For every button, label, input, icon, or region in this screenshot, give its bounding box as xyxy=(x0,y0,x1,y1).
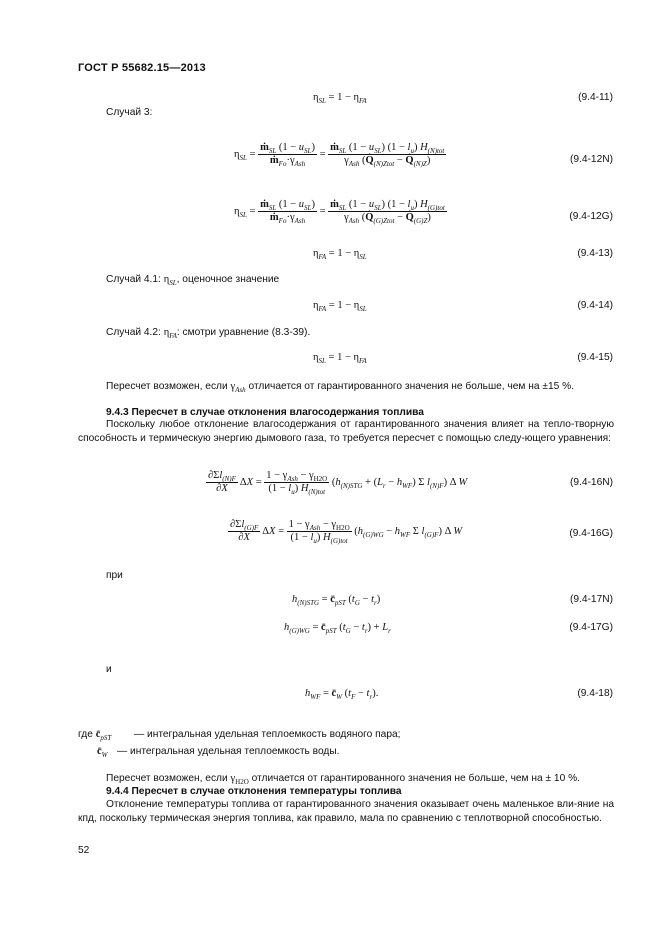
equation-9-4-12N: $\eta_{SL}$ = $\frac{ṁ_{SL} (1 - u_{SL})}{ṁ_{Fo}\cdot\gamma_{Ash}}$ = $\frac{ṁ_{SL} (1 - u_{SL}) (1 - l_u) H_{(N)tot}}{\gamma_{Ash} (Q̇_{(N)Ztot} - Q̇_{(N)Z})}$ xyxy=(234,142,445,169)
equation-number: (9.4-12G) xyxy=(569,211,613,222)
equation-9-4-14: $\eta_{FA} = 1 - \eta_{SL}$ xyxy=(313,300,367,314)
pri-label: при xyxy=(106,570,123,581)
i-label: и xyxy=(106,664,112,675)
case-4-1-note: , оценочное значение xyxy=(176,274,280,285)
case-4-1-label: Случай 4.1: xyxy=(106,274,161,285)
equation-9-4-17N: $h_{(N)STG}$ = $c̄_{pST}$ $(t_G - t_r)$ xyxy=(292,594,381,608)
section-9-4-4-paragraph: Отклонение температуры топлива от гарантированного значения оказывает очень маленькое вли-яние на кпд, поскольку термическая энергия топлива, как правило, мала по сравнению с теплотворной способностью. xyxy=(78,799,614,824)
equation-number: (9.4-17G) xyxy=(569,622,613,633)
recalc-condition-2: Пересчет возможен, если $\gamma_{H2O}$ отличается от гарантированного значения не больше, чем на ± 10 %. xyxy=(106,773,580,787)
equation-number: (9.4-15) xyxy=(577,352,613,363)
where-line-water-symbol: $c̄_W$ xyxy=(97,746,108,760)
recalc-condition-1: Пересчет возможен, если $\gamma_{Ash}$ отличается от гарантированного значения не больше, чем на ±15 %. xyxy=(106,381,575,395)
where-water-definition: — интегральная удельная теплоемкость воды. xyxy=(117,746,340,757)
equation-number: (9.4-13) xyxy=(577,248,613,259)
equation-number: (9.4-14) xyxy=(577,300,613,311)
equation-number: (9.4-16G) xyxy=(569,528,613,539)
section-9-4-4-heading: 9.4.4 Пересчет в случае отклонения температуры топлива xyxy=(106,786,402,797)
section-9-4-3-heading: 9.4.3 Пересчет в случае отклонения влагосодержания топлива xyxy=(106,407,424,418)
document-header: ГОСТ Р 55682.15—2013 xyxy=(78,62,206,74)
equation-number: (9.4-17N) xyxy=(569,594,613,605)
where-steam-definition: — интегральная удельная теплоемкость водяного пара; xyxy=(134,729,401,740)
equation-9-4-16N: $\frac{\partial\Sigma l_{(N)F}}{\partial X}$ ΔX = $\frac{1 - \gamma_{Ash} - \gamma_{H2O}}{(1 - l_u) H_{(N)tot}}$ ($h_{(N)STG} + (L_r - h_{WF})$ Σ $l_{(N)F}$) Δ W xyxy=(208,470,468,497)
equation-9-4-17G: $h_{(G)WG}$ = $c̄_{pST}$ $(t_G - t_r) + L_r$ xyxy=(284,622,391,636)
equation-9-4-16G: $\frac{\partial\Sigma l_{(G)F}}{\partial X}$ ΔX = $\frac{1 - \gamma_{Ash} - \gamma_{H2O}}{(1 - l_u) H_{(G)tot}}$ ($h_{(G)WG} - h_{WF}$ Σ $l_{(G)F}$) Δ W xyxy=(230,519,463,546)
section-9-4-3-paragraph: Поскольку любое отклонение влагосодержания от гарантированного значения влияет на тепло-творную способность и термическую энергию дымового газа, то требуется пересчет с помощью следу-ющего уравнения: xyxy=(78,419,614,444)
equation-9-4-15: $\eta_{SL} = 1 - \eta_{FA}$ xyxy=(313,352,367,366)
page-number: 52 xyxy=(78,845,90,856)
case-3-label: Случай 3: xyxy=(106,107,153,118)
equation-number: (9.4-16N) xyxy=(569,477,613,488)
equation-number: (9.4-11) xyxy=(578,92,613,103)
case-4-2-line: Случай 4.2: $\eta_{FA}$: смотри уравнение (8.3-39). xyxy=(106,327,311,341)
equation-9-4-18: $h_{WF}$ = $c̄_W$ $(t_F - t_r)$. xyxy=(305,688,379,702)
equation-9-4-12G: $\eta_{SL}$ = $\frac{ṁ_{SL} (1 - u_{SL})}{ṁ_{Fo}\cdot\gamma_{Ash}}$ = $\frac{ṁ_{SL} (1 - u_{SL}) (1 - l_u) H_{(G)tot}}{\gamma_{Ash} (Q̇_{(G)Ztot} - Q̇_{(G)Z})}$ xyxy=(234,199,445,226)
where-line-steam: где $c̄_{pST}$ xyxy=(78,729,112,743)
equation-number: (9.4-18) xyxy=(577,688,613,699)
equation-number: (9.4-12N) xyxy=(569,154,613,165)
case-4-1-line: Случай 4.1: $\eta_{SL}$, оценочное значение xyxy=(106,274,280,288)
case-4-2-note: : смотри уравнение (8.3-39). xyxy=(176,327,311,338)
equation-9-4-13: $\eta_{FA} = 1 - \eta_{SL}$ xyxy=(313,248,367,262)
equation-9-4-11: $\eta_{SL} = 1 - \eta_{FA}$ xyxy=(313,92,367,106)
case-4-2-label: Случай 4.2: xyxy=(106,327,161,338)
